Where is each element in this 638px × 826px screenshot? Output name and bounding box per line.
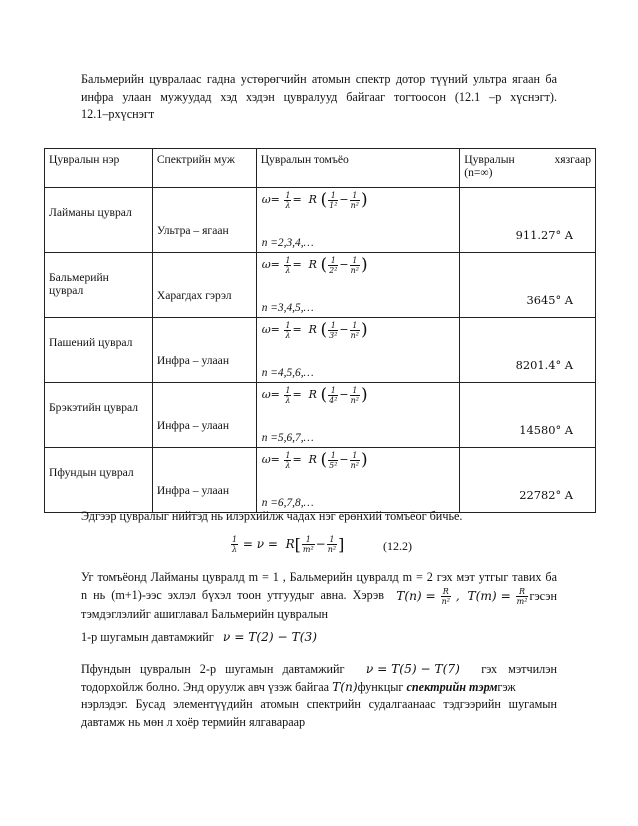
spectral-region-cell [152, 253, 256, 318]
series-limit: 911.27° A [515, 228, 573, 242]
paragraph-spectral-term [81, 661, 557, 731]
intro-line: инфра улаан мужуудад хэд хэдэн цувралууд байгааг тогтоосон (12.1 –р хүснэгт). [81, 89, 557, 104]
series-formula: ω= $\frac{1}{\lambda}$ = R ( $\frac{1}{\text{4²}}$ − $\frac{1}{\text{n²}}$ ) [261, 385, 368, 405]
table-caption: 12.1–рхүснэгт [81, 107, 155, 121]
text-fragment: гэсэн [529, 588, 557, 603]
general-formula: $\frac{1}{\lambda}$ = ν = R[ $\frac{1}{\text{m²}}$ − $\frac{1}{\text{n²}}$ ] [232, 535, 345, 554]
n-values: n =3,4,5,… [261, 302, 314, 314]
series-limit-cell [460, 448, 596, 513]
text-line: давтамж нь мөн л хоёр термийн ялгавараар [81, 714, 306, 729]
header-series-name: Цувралын нэр [45, 149, 153, 188]
n-values: n =6,7,8,… [261, 497, 314, 509]
text-fragment: гэх мэтчилэн [481, 662, 557, 676]
series-formula-cell [256, 188, 460, 253]
text-fragment: 1-р шугамын давтамжийг [81, 630, 214, 644]
text-line: Уг томъёонд Лайманы цувралд m = 1 , Бальмерийн цувралд m = 2 гэх мэт утгыг тавих ба [81, 570, 557, 584]
spectral-region-cell [152, 383, 256, 448]
series-name-cell [45, 383, 153, 448]
series-limit: 3645° A [526, 293, 573, 307]
series-name: Пашений цуврал [49, 336, 133, 349]
series-formula-cell [256, 253, 460, 318]
series-limit-cell [460, 383, 596, 448]
series-name: Бальмерийн цуврал [49, 271, 109, 297]
spectral-region-cell [152, 318, 256, 383]
term-definition-formula: T(n) = $\frac{R}{\text{n²}}$ , T(m) = $\frac{R}{\text{m²}}$ гэсэн [396, 586, 557, 606]
text-fragment: гэж [497, 679, 516, 694]
header-spectral-region: Спектрийн муж [152, 149, 256, 188]
emphasized-term: спектрийн тэрм [406, 679, 498, 694]
spectral-series-table [44, 148, 596, 513]
text-line: тэмдэглэлийг ашиглавал Бальмерийн цувралын [81, 606, 329, 621]
series-limit-cell [460, 318, 596, 383]
frequency-formula: ν = T(5) − T(7) [365, 662, 460, 676]
series-formula: ω= $\frac{1}{\lambda}$ = R ( $\frac{1}{\text{5²}}$ − $\frac{1}{\text{n²}}$ ) [261, 450, 368, 470]
table-row [45, 318, 596, 383]
table-header-row [45, 149, 596, 188]
term-formula: T(n) [332, 679, 358, 694]
series-name: Пфундын цуврал [49, 466, 134, 479]
series-limit: 22782° A [519, 488, 573, 502]
text-line [81, 587, 557, 606]
series-name-cell [45, 448, 153, 513]
text-fragment: тодорхойлж болно. Энд оруулж авч үзэж байгаа [81, 679, 330, 694]
series-formula-cell [256, 318, 460, 383]
spectral-region-cell [152, 188, 256, 253]
intro-paragraph [81, 71, 557, 124]
table-row [45, 448, 596, 513]
series-formula: ω= $\frac{1}{\lambda}$ = R ( $\frac{1}{\text{3²}}$ − $\frac{1}{\text{n²}}$ ) [261, 320, 368, 340]
series-limit: 8201.4° A [515, 358, 573, 372]
spectral-region: Инфра – улаан [156, 419, 230, 432]
series-formula: ω= $\frac{1}{\lambda}$ = R ( $\frac{1}{\text{2²}}$ − $\frac{1}{\text{n²}}$ ) [261, 255, 368, 275]
header-limit-label: Цувралын хязгаар [464, 153, 591, 166]
text-fragment: функцыг [357, 679, 404, 694]
paragraph-first-line [81, 629, 557, 647]
series-limit-cell [460, 253, 596, 318]
spectral-region-cell [152, 448, 256, 513]
n-values: n =2,3,4,… [261, 237, 314, 249]
series-limit-cell [460, 188, 596, 253]
text-line: нэрлэдэг. Бусад элементүүдийн атомын спектрийн судалгаанаас тэдгээрийн шугамын [81, 697, 557, 711]
paragraph-general-formula: Эдгээр цувралыг нийтэд нь илэрхийлж чадах нэг ерөнхий томъёог бичье. [81, 509, 463, 523]
intro-line: Бальмерийн цувралаас гадна устөрөгчийн атомын спектр дотор түүний ультра ягаан ба [81, 72, 557, 86]
table-row [45, 188, 596, 253]
text-line [81, 679, 557, 697]
series-formula-cell [256, 383, 460, 448]
text-fragment: n нь (m+1)-ээс эхлэл бүхэл тоон утгуудыг авна. Хэрэв [81, 588, 385, 603]
equation-number: (12.2) [383, 539, 412, 553]
spectral-region: Инфра – улаан [156, 484, 230, 497]
series-formula: ω= $\frac{1}{\lambda}$ = R ( $\frac{1}{\text{1²}}$ − $\frac{1}{\text{n²}}$ ) [261, 190, 368, 210]
series-name-cell [45, 188, 153, 253]
series-name-cell [45, 253, 153, 318]
header-series-formula: Цувралын томъёо [256, 149, 460, 188]
series-limit: 14580° A [519, 423, 573, 437]
spectral-region: Харагдах гэрэл [156, 289, 232, 302]
n-values: n =4,5,6,… [261, 367, 314, 379]
paragraph-term-notation [81, 569, 557, 623]
header-series-limit [460, 149, 596, 188]
spectral-region: Инфра – улаан [156, 354, 230, 367]
n-values: n =5,6,7,… [261, 432, 314, 444]
series-name: Брэкэтийн цуврал [49, 401, 139, 414]
frequency-formula: ν = T(2) − T(3) [222, 630, 318, 644]
text-fragment: Пфундын цувралын 2-р шугамын давтамжийг [81, 662, 345, 676]
series-name: Лайманы цуврал [49, 206, 132, 219]
series-formula-cell [256, 448, 460, 513]
table-row [45, 253, 596, 318]
header-limit-n: (n=∞) [464, 166, 493, 179]
series-name-cell [45, 318, 153, 383]
text-line [81, 661, 557, 679]
spectral-region: Ультра – ягаан [156, 224, 229, 237]
table-row [45, 383, 596, 448]
